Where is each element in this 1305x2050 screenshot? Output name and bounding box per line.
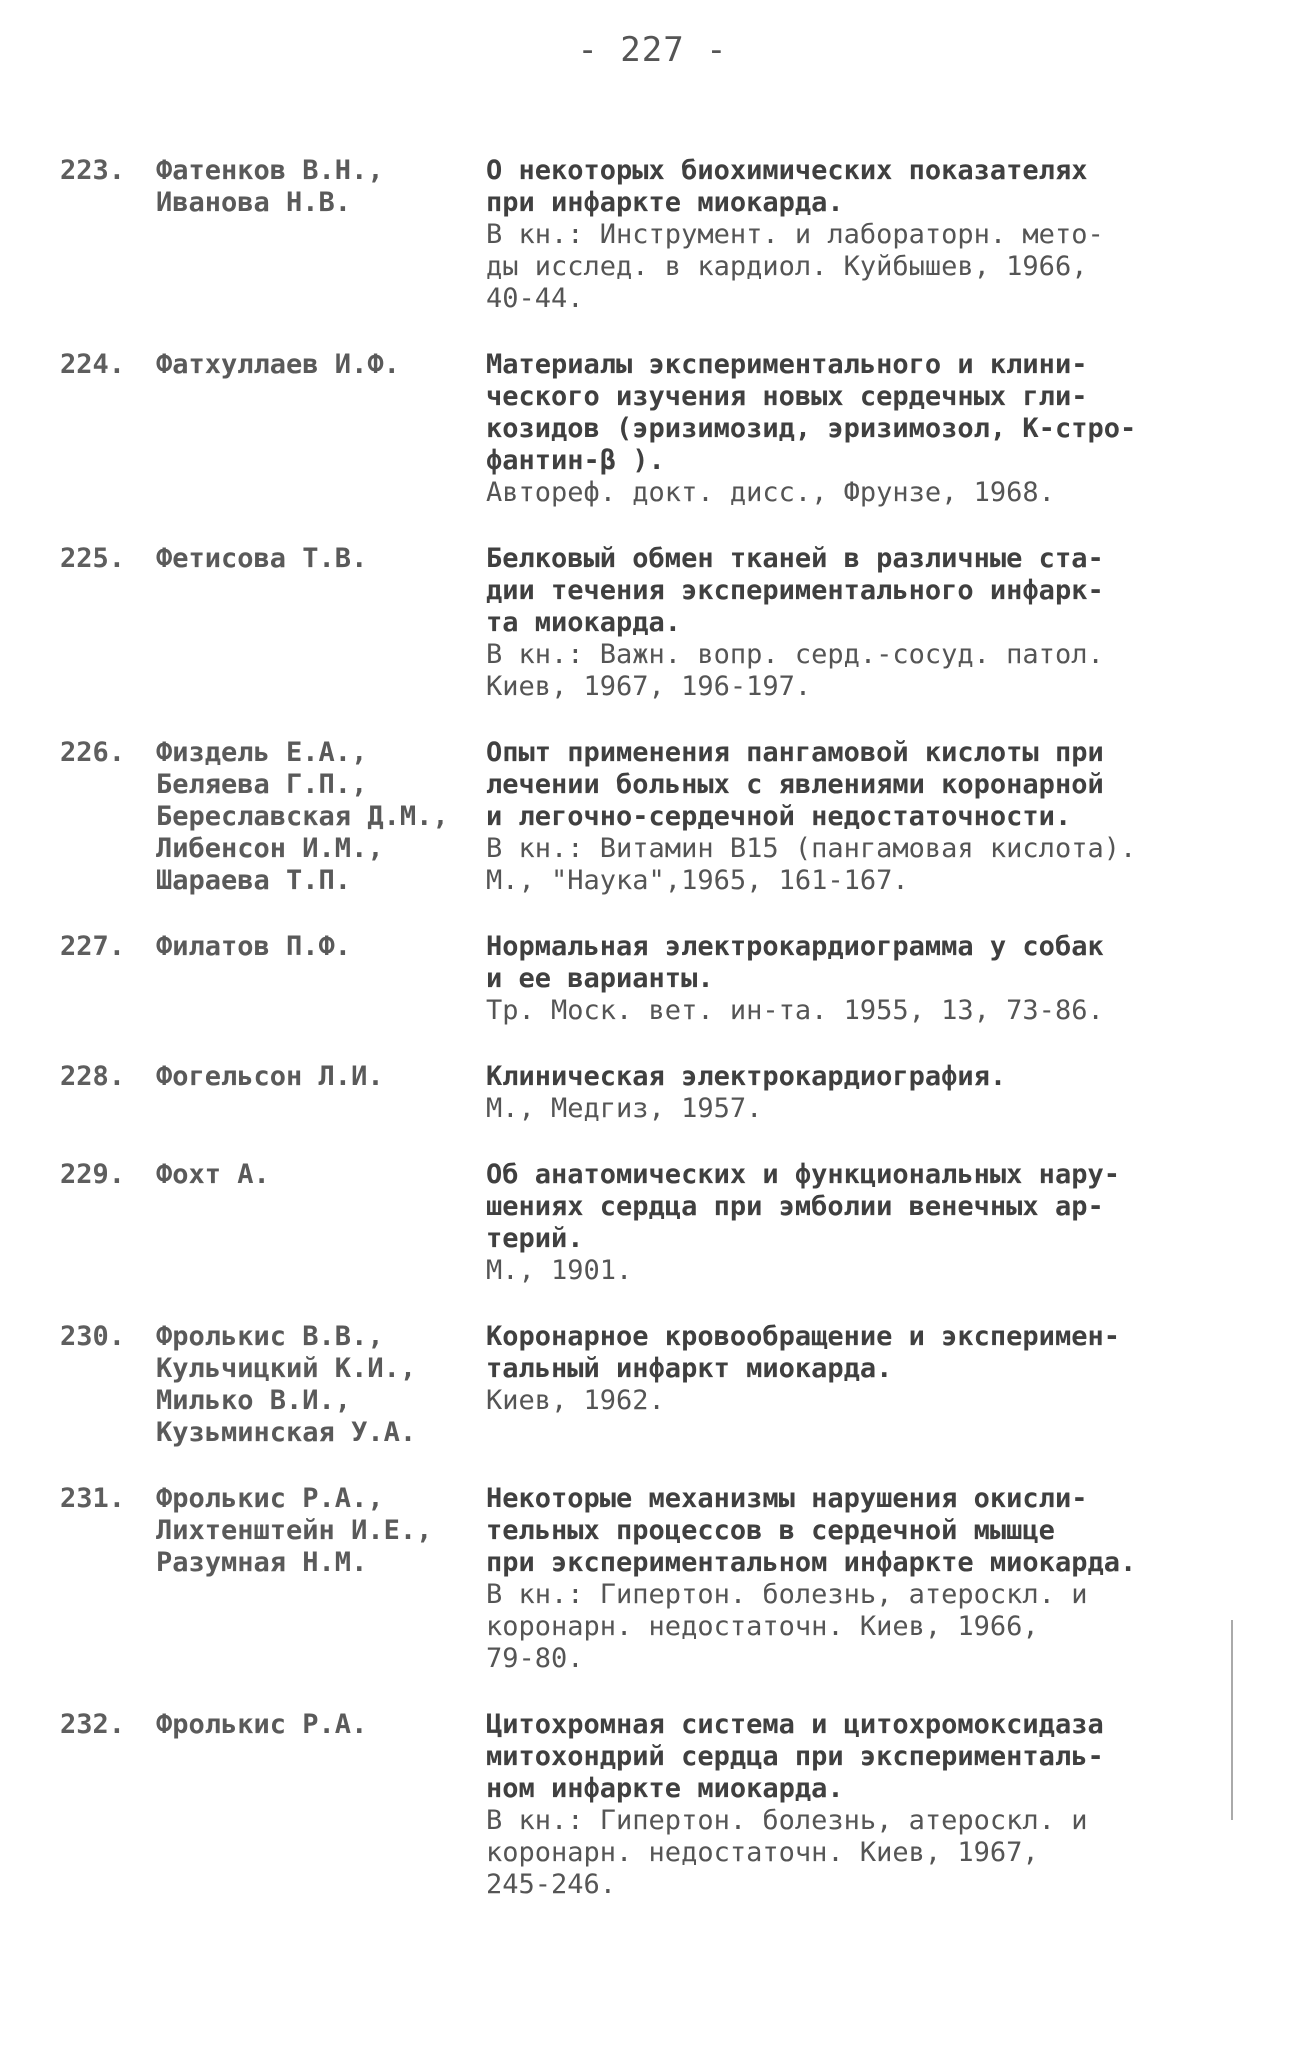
author-name: Разумная Н.М. bbox=[156, 1547, 368, 1578]
work-title bbox=[486, 931, 1250, 995]
source-line: В кн.: Важн. вопр. серд.-сосуд. патол. bbox=[486, 639, 1104, 670]
title-line: Коронарное кровообращение и эксперимен- bbox=[486, 1321, 1120, 1352]
entry-authors bbox=[156, 931, 486, 963]
source-line: В кн.: Инструмент. и лабораторн. мето- bbox=[486, 219, 1104, 250]
source-line: Автореф. докт. дисс., Фрунзе, 1968. bbox=[486, 477, 1055, 508]
bibliography-list bbox=[60, 155, 1250, 1935]
work-source bbox=[486, 1093, 1250, 1125]
title-line: Нормальная электрокардиограмма у собак bbox=[486, 931, 1104, 962]
entry-authors bbox=[156, 1483, 486, 1579]
work-source bbox=[486, 833, 1250, 897]
bibliography-entry bbox=[60, 349, 1250, 509]
entry-number: 231. bbox=[60, 1483, 126, 1514]
author-name: Фохт А. bbox=[156, 1159, 270, 1190]
work-source bbox=[486, 1805, 1250, 1901]
title-line: митохондрий сердца при эксперименталь- bbox=[486, 1741, 1104, 1772]
title-line: тельных процессов в сердечной мышце bbox=[486, 1515, 1055, 1546]
title-line: при инфаркте миокарда. bbox=[486, 187, 844, 218]
title-line: фантин-β ). bbox=[486, 445, 665, 476]
work-title bbox=[486, 543, 1250, 639]
author-name: Кульчицкий К.И., bbox=[156, 1353, 417, 1384]
entry-work bbox=[486, 1159, 1250, 1287]
author-name: Физдель Е.А., bbox=[156, 737, 368, 768]
title-line: и легочно-сердечной недостаточности. bbox=[486, 801, 1072, 832]
entry-authors bbox=[156, 1159, 486, 1191]
title-line: Клиническая электрокардиография. bbox=[486, 1061, 1007, 1092]
source-line: 79-80. bbox=[486, 1643, 584, 1674]
source-line: коронарн. недостаточн. Киев, 1967, bbox=[486, 1837, 1039, 1868]
source-line: Тр. Моск. вет. ин-та. 1955, 13, 73-86. bbox=[486, 995, 1104, 1026]
source-line: ды исслед. в кардиол. Куйбышев, 1966, bbox=[486, 251, 1088, 282]
bibliography-entry bbox=[60, 543, 1250, 703]
work-title bbox=[486, 155, 1250, 219]
entry-authors bbox=[156, 543, 486, 575]
author-name: Либенсон И.М., bbox=[156, 833, 384, 864]
title-line: дии течения экспериментального инфарк- bbox=[486, 575, 1104, 606]
entry-work bbox=[486, 931, 1250, 1027]
author-name: Фролькис Р.А. bbox=[156, 1709, 368, 1740]
title-line: при экспериментальном инфаркте миокарда. bbox=[486, 1547, 1137, 1578]
source-line: Киев, 1962. bbox=[486, 1385, 665, 1416]
entry-authors bbox=[156, 1061, 486, 1093]
author-name: Кузьминская У.А. bbox=[156, 1417, 417, 1448]
source-line: М., 1901. bbox=[486, 1255, 633, 1286]
entry-work bbox=[486, 1709, 1250, 1901]
entry-number: 230. bbox=[60, 1321, 126, 1352]
author-name: Филатов П.Ф. bbox=[156, 931, 352, 962]
entry-work bbox=[486, 349, 1250, 509]
bibliography-entry bbox=[60, 931, 1250, 1027]
work-source bbox=[486, 1579, 1250, 1675]
margin-mark bbox=[1231, 1620, 1233, 1820]
source-line: В кн.: Витамин В15 (пангамовая кислота). bbox=[486, 833, 1137, 864]
author-name: Лихтенштейн И.Е., bbox=[156, 1515, 433, 1546]
title-line: шениях сердца при эмболии венечных ар- bbox=[486, 1191, 1104, 1222]
entry-number: 224. bbox=[60, 349, 126, 380]
bibliography-entry bbox=[60, 1159, 1250, 1287]
work-title bbox=[486, 1159, 1250, 1255]
source-line: В кн.: Гипертон. болезнь, атероскл. и bbox=[486, 1579, 1088, 1610]
entry-work bbox=[486, 1483, 1250, 1675]
source-line: В кн.: Гипертон. болезнь, атероскл. и bbox=[486, 1805, 1088, 1836]
work-title bbox=[486, 1321, 1250, 1385]
author-name: Фетисова Т.В. bbox=[156, 543, 368, 574]
source-line: 245-246. bbox=[486, 1869, 617, 1900]
title-line: тальный инфаркт миокарда. bbox=[486, 1353, 893, 1384]
work-source bbox=[486, 1255, 1250, 1287]
work-source bbox=[486, 995, 1250, 1027]
bibliography-entry bbox=[60, 1483, 1250, 1675]
source-line: 40-44. bbox=[486, 283, 584, 314]
title-line: Некоторые механизмы нарушения окисли- bbox=[486, 1483, 1088, 1514]
bibliography-entry bbox=[60, 155, 1250, 315]
source-line: коронарн. недостаточн. Киев, 1966, bbox=[486, 1611, 1039, 1642]
title-line: лечении больных с явлениями коронарной bbox=[486, 769, 1104, 800]
entry-authors bbox=[156, 1709, 486, 1741]
work-source bbox=[486, 1385, 1250, 1417]
author-name: Беляева Г.П., bbox=[156, 769, 368, 800]
author-name: Фролькис Р.А., bbox=[156, 1483, 384, 1514]
bibliography-entry bbox=[60, 737, 1250, 897]
entry-work bbox=[486, 1061, 1250, 1125]
title-line: О некоторых биохимических показателях bbox=[486, 155, 1088, 186]
title-line: терий. bbox=[486, 1223, 584, 1254]
title-line: Опыт применения пангамовой кислоты при bbox=[486, 737, 1104, 768]
author-name: Иванова Н.В. bbox=[156, 187, 352, 218]
work-title bbox=[486, 737, 1250, 833]
entry-authors bbox=[156, 155, 486, 219]
title-line: Белковый обмен тканей в различные ста- bbox=[486, 543, 1104, 574]
work-title bbox=[486, 1483, 1250, 1579]
entry-authors bbox=[156, 349, 486, 381]
bibliography-entry bbox=[60, 1061, 1250, 1125]
entry-number: 232. bbox=[60, 1709, 126, 1740]
title-line: ческого изучения новых сердечных гли- bbox=[486, 381, 1088, 412]
bibliography-entry bbox=[60, 1709, 1250, 1901]
author-name: Фатхуллаев И.Ф. bbox=[156, 349, 400, 380]
entry-number: 225. bbox=[60, 543, 126, 574]
work-title bbox=[486, 1061, 1250, 1093]
work-source bbox=[486, 639, 1250, 703]
work-source bbox=[486, 477, 1250, 509]
entry-work bbox=[486, 737, 1250, 897]
title-line: та миокарда. bbox=[486, 607, 682, 638]
author-name: Фатенков В.Н., bbox=[156, 155, 384, 186]
work-title bbox=[486, 1709, 1250, 1805]
bibliography-entry bbox=[60, 1321, 1250, 1449]
author-name: Берeславская Д.М., bbox=[156, 801, 449, 832]
title-line: ном инфаркте миокарда. bbox=[486, 1773, 844, 1804]
entry-number: 223. bbox=[60, 155, 126, 186]
title-line: Об анатомических и функциональных нару- bbox=[486, 1159, 1120, 1190]
entry-work bbox=[486, 543, 1250, 703]
entry-number: 229. bbox=[60, 1159, 126, 1190]
page-number: - 227 - bbox=[577, 30, 728, 70]
entry-work bbox=[486, 155, 1250, 315]
work-source bbox=[486, 219, 1250, 315]
source-line: Киев, 1967, 196-197. bbox=[486, 671, 812, 702]
source-line: М., "Наука",1965, 161-167. bbox=[486, 865, 909, 896]
author-name: Фогельсон Л.И. bbox=[156, 1061, 384, 1092]
title-line: Цитохромная система и цитохромоксидаза bbox=[486, 1709, 1104, 1740]
entry-number: 228. bbox=[60, 1061, 126, 1092]
entry-number: 227. bbox=[60, 931, 126, 962]
title-line: Материалы экспериментального и клини- bbox=[486, 349, 1088, 380]
work-title bbox=[486, 349, 1250, 477]
author-name: Фролькис В.В., bbox=[156, 1321, 384, 1352]
author-name: Милько В.И., bbox=[156, 1385, 352, 1416]
title-line: козидов (эризимозид, эризимозол, К-стро- bbox=[486, 413, 1137, 444]
entry-work bbox=[486, 1321, 1250, 1417]
title-line: и ее варианты. bbox=[486, 963, 714, 994]
entry-number: 226. bbox=[60, 737, 126, 768]
entry-authors bbox=[156, 1321, 486, 1449]
source-line: М., Медгиз, 1957. bbox=[486, 1093, 763, 1124]
author-name: Шараева Т.П. bbox=[156, 865, 352, 896]
entry-authors bbox=[156, 737, 486, 897]
